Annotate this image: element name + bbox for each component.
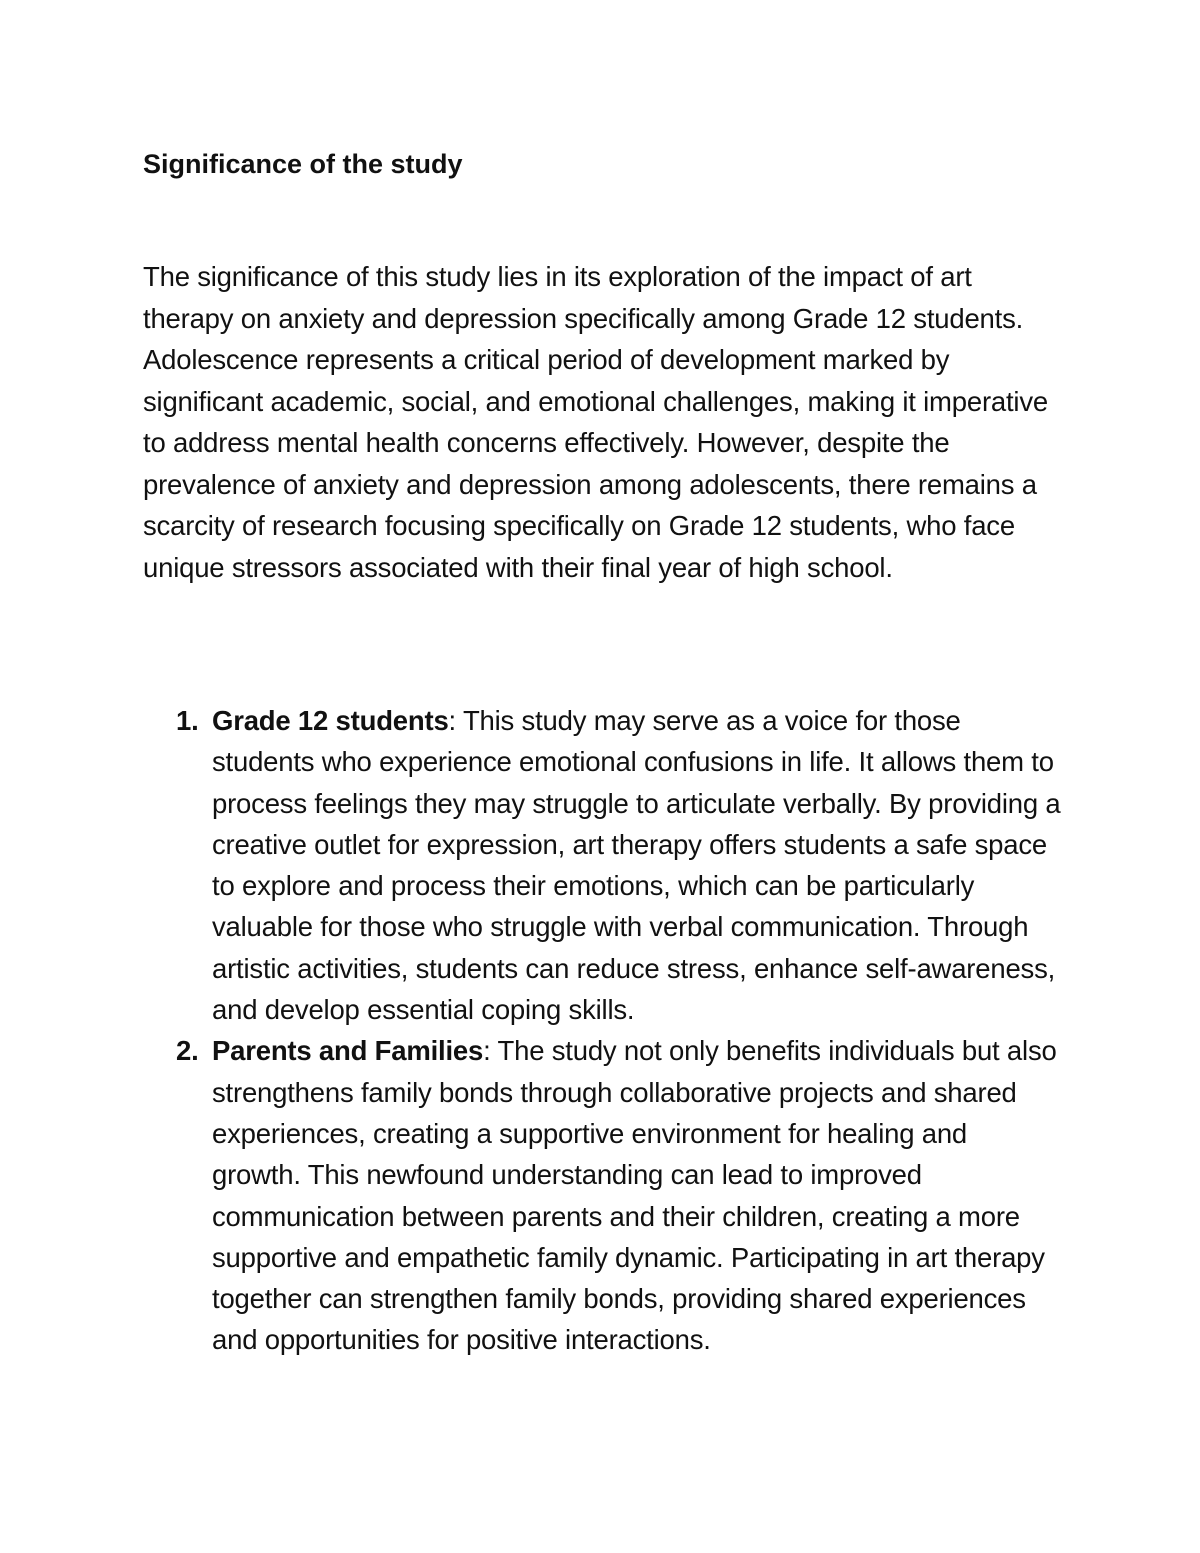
intro-paragraph: The significance of this study lies in its exploration of the impact of art therapy on anxiety and depression specifically among Grade 12 students. Adolescence represents a critical period of development marked by significant academic, social, and emotional challenges, making it imperative to address mental health concerns effectively. However, despite the prevalence of anxiety and depression among adolescents, there remains a scarcity of research focusing specifically on Grade 12 students, who face unique stressors associated with their final year of high school. <box>143 261 1048 583</box>
list-item-grade-12-students <box>143 700 1063 1030</box>
significance-list <box>143 700 1063 1361</box>
list-number: 1. <box>176 705 199 736</box>
list-term-separator: : <box>448 705 456 736</box>
list-number: 2. <box>176 1035 199 1067</box>
list-term: Parents and Families <box>212 1035 484 1067</box>
list-term-separator: : <box>483 1035 491 1067</box>
list-term: Grade 12 students <box>212 705 449 736</box>
list-item-parents-and-families <box>143 1030 1063 1360</box>
list-text: This study may serve as a voice for those students who experience emotional confusions in life. It allows them to process feelings they may struggle to articulate verbally. By providing a creative outlet for expression, art therapy offers students a safe space to explore and process their emotions, which can be particularly valuable for those who struggle with verbal communication. Through artistic activities, students can reduce stress, enhance self-awareness, and develop essential coping skills. <box>212 705 1061 1026</box>
list-text: The study not only benefits individuals but also strengthens family bonds through collaborative projects and shared experiences, creating a supportive environment for healing and growth. This newfound understanding can lead to improved communication between parents and their children, creating a more supportive and empathetic family dynamic. Participating in art therapy together can strengthen family bonds, providing shared experiences and opportunities for positive interactions. <box>212 1035 1057 1356</box>
page-title: Significance of the study <box>143 149 463 179</box>
